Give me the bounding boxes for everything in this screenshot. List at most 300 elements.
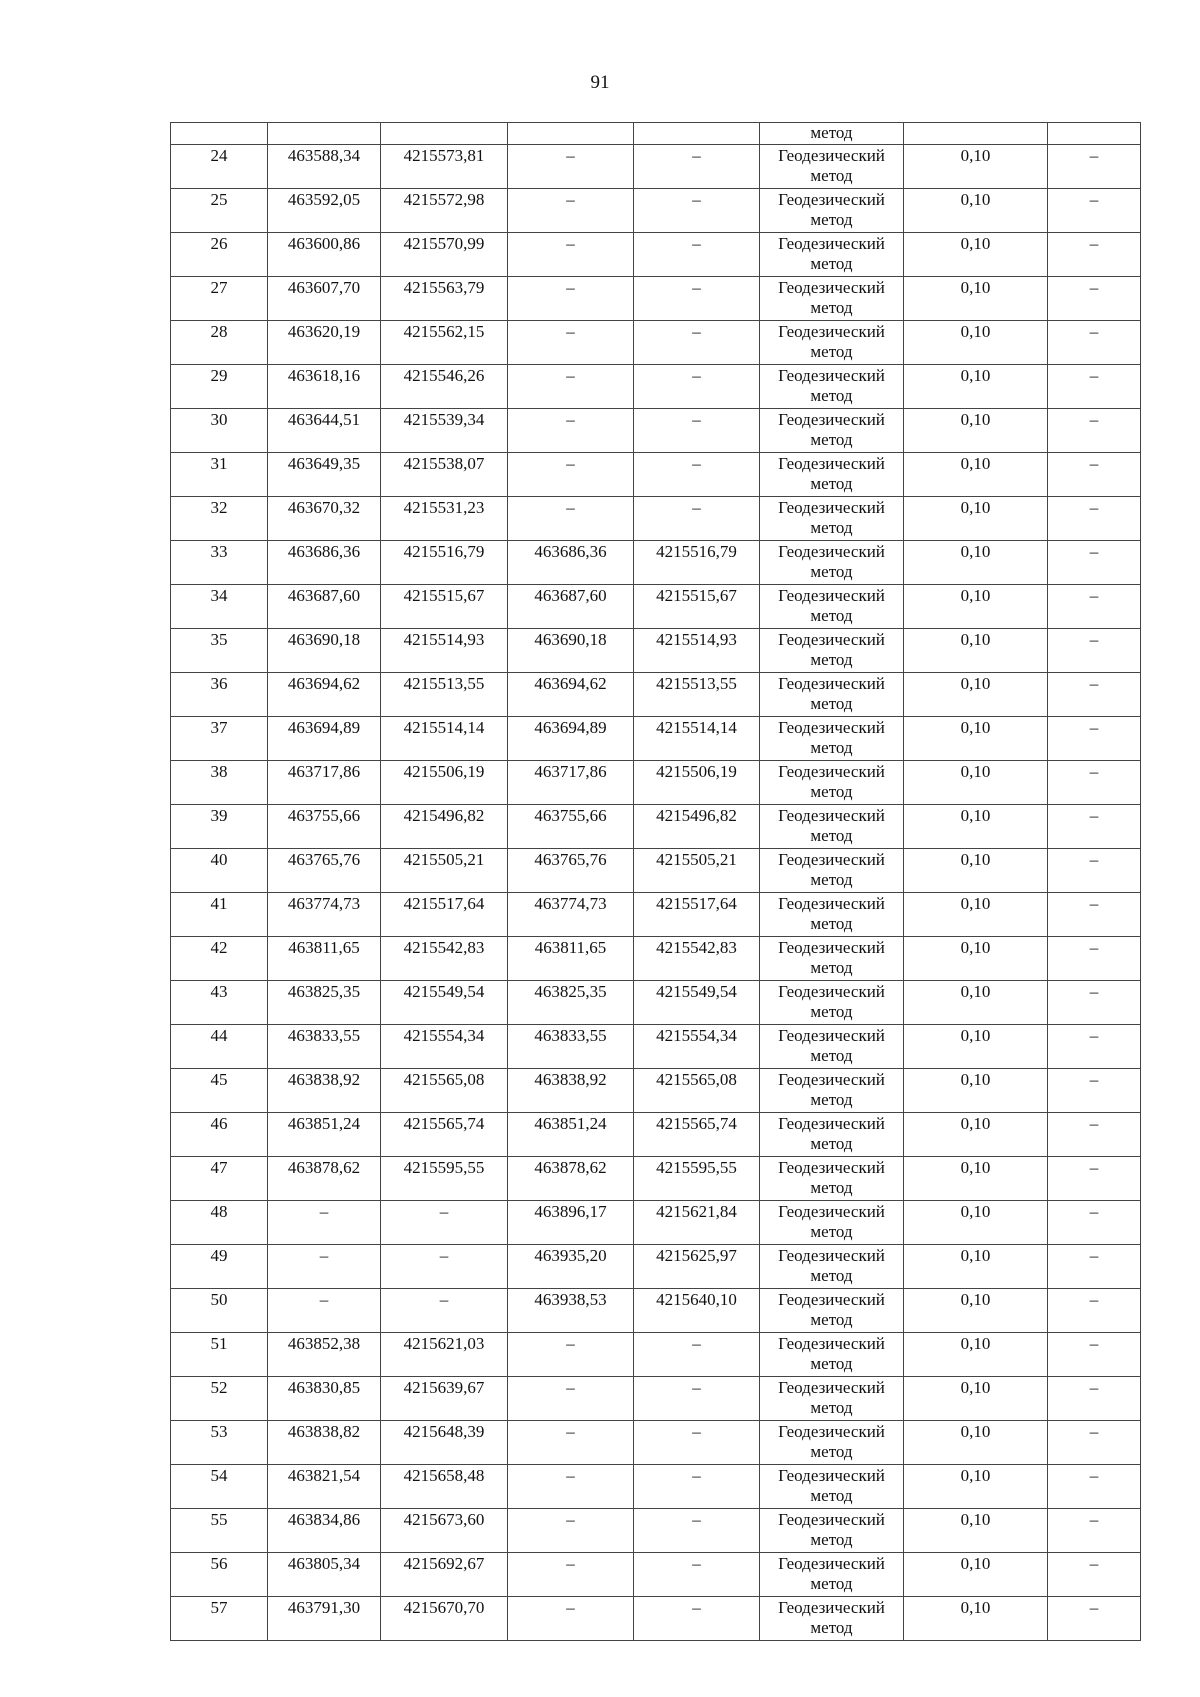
method-line-2: метод [810, 1090, 853, 1109]
method-line-1: Геодезический [778, 938, 885, 957]
method-line-1: Геодезический [778, 1466, 885, 1485]
point-number-cell: 31 [171, 453, 268, 497]
y-existing-cell: 4215517,64 [381, 893, 508, 937]
error-cell: 0,10 [904, 1025, 1048, 1069]
note-cell: – [1048, 1509, 1141, 1553]
x-existing-cell: 463670,32 [268, 497, 381, 541]
point-number-cell: 39 [171, 805, 268, 849]
point-number-cell: 47 [171, 1157, 268, 1201]
method-cell [760, 1069, 904, 1113]
y-existing-cell: 4215562,15 [381, 321, 508, 365]
method-line-2: метод [810, 518, 853, 537]
note-cell: – [1048, 1201, 1141, 1245]
note-cell: – [1048, 849, 1141, 893]
x-new-cell: 463825,35 [508, 981, 634, 1025]
method-line-1: Геодезический [778, 1334, 885, 1353]
y-new-cell: 4215513,55 [634, 673, 760, 717]
error-cell: 0,10 [904, 1377, 1048, 1421]
method-cell [760, 409, 904, 453]
x-new-cell: 463687,60 [508, 585, 634, 629]
error-cell: 0,10 [904, 1157, 1048, 1201]
method-line-1: Геодезический [778, 234, 885, 253]
method-line-2: метод [810, 1442, 853, 1461]
y-new-cell: 4215554,34 [634, 1025, 760, 1069]
method-cell [760, 981, 904, 1025]
y-existing-cell: 4215514,14 [381, 717, 508, 761]
note-cell: – [1048, 1377, 1141, 1421]
error-cell: 0,10 [904, 805, 1048, 849]
point-number-cell: 43 [171, 981, 268, 1025]
error-cell: 0,10 [904, 189, 1048, 233]
x-existing-cell: 463838,82 [268, 1421, 381, 1465]
page-number: 91 [590, 72, 610, 93]
x-existing-cell: 463878,62 [268, 1157, 381, 1201]
x-existing-cell: 463765,76 [268, 849, 381, 893]
method-line-1: Геодезический [778, 1070, 885, 1089]
point-number-cell: 37 [171, 717, 268, 761]
note-cell: – [1048, 1333, 1141, 1377]
error-cell: 0,10 [904, 453, 1048, 497]
method-cell [760, 1245, 904, 1289]
table-row [171, 277, 1141, 321]
note-cell: – [1048, 1553, 1141, 1597]
y-new-cell: – [634, 321, 760, 365]
method-cell [760, 805, 904, 849]
method-line-1: Геодезический [778, 542, 885, 561]
error-cell: 0,10 [904, 1113, 1048, 1157]
method-cell [760, 1377, 904, 1421]
table-row [171, 981, 1141, 1025]
point-number-cell: 48 [171, 1201, 268, 1245]
error-cell: 0,10 [904, 761, 1048, 805]
x-existing-cell: 463620,19 [268, 321, 381, 365]
y-existing-cell: 4215570,99 [381, 233, 508, 277]
y-new-cell: 4215565,74 [634, 1113, 760, 1157]
x-existing-cell: 463838,92 [268, 1069, 381, 1113]
method-line-2: метод [810, 386, 853, 405]
y-existing-cell: 4215516,79 [381, 541, 508, 585]
method-line-2: метод [810, 166, 853, 185]
table-row [171, 717, 1141, 761]
point-number-cell: 46 [171, 1113, 268, 1157]
x-new-cell: – [508, 1553, 634, 1597]
error-cell: 0,10 [904, 1553, 1048, 1597]
note-cell: – [1048, 453, 1141, 497]
note-cell: – [1048, 937, 1141, 981]
table-row [171, 365, 1141, 409]
x-existing-cell: 463588,34 [268, 145, 381, 189]
method-cell [760, 1333, 904, 1377]
table-row [171, 761, 1141, 805]
method-line-1: Геодезический [778, 454, 885, 473]
table-row [171, 629, 1141, 673]
error-cell: 0,10 [904, 981, 1048, 1025]
y-new-cell: – [634, 1553, 760, 1597]
error-cell: 0,10 [904, 1509, 1048, 1553]
method-line-1: Геодезический [778, 1290, 885, 1309]
method-line-1: Геодезический [778, 718, 885, 737]
table-cell [171, 123, 268, 145]
error-cell: 0,10 [904, 1421, 1048, 1465]
point-number-cell: 41 [171, 893, 268, 937]
x-new-cell: 463686,36 [508, 541, 634, 585]
method-line-2: метод [810, 1354, 853, 1373]
y-new-cell: 4215517,64 [634, 893, 760, 937]
y-existing-cell: 4215539,34 [381, 409, 508, 453]
table-row [171, 1509, 1141, 1553]
method-line-2: метод [810, 1046, 853, 1065]
error-cell: 0,10 [904, 1465, 1048, 1509]
x-new-cell: 463774,73 [508, 893, 634, 937]
note-cell: – [1048, 1245, 1141, 1289]
x-new-cell: – [508, 1597, 634, 1641]
y-new-cell: 4215549,54 [634, 981, 760, 1025]
x-new-cell: 463878,62 [508, 1157, 634, 1201]
method-line-2: метод [810, 1222, 853, 1241]
note-cell: – [1048, 673, 1141, 717]
y-existing-cell: 4215673,60 [381, 1509, 508, 1553]
point-number-cell: 29 [171, 365, 268, 409]
note-cell: – [1048, 1113, 1141, 1157]
method-line-1: Геодезический [778, 410, 885, 429]
y-new-cell: – [634, 1377, 760, 1421]
point-number-cell: 28 [171, 321, 268, 365]
y-existing-cell: 4215546,26 [381, 365, 508, 409]
y-existing-cell: 4215692,67 [381, 1553, 508, 1597]
method-line-2: метод [810, 1398, 853, 1417]
y-existing-cell: 4215573,81 [381, 145, 508, 189]
point-number-cell: 57 [171, 1597, 268, 1641]
error-cell: 0,10 [904, 893, 1048, 937]
x-existing-cell: 463717,86 [268, 761, 381, 805]
y-new-cell: – [634, 453, 760, 497]
note-cell: – [1048, 629, 1141, 673]
x-existing-cell: 463694,62 [268, 673, 381, 717]
method-line-2: метод [810, 342, 853, 361]
point-number-cell: 34 [171, 585, 268, 629]
y-new-cell: 4215514,14 [634, 717, 760, 761]
y-existing-cell: 4215496,82 [381, 805, 508, 849]
error-cell: 0,10 [904, 497, 1048, 541]
table-row [171, 1245, 1141, 1289]
method-line-1: Геодезический [778, 1598, 885, 1617]
y-new-cell: 4215640,10 [634, 1289, 760, 1333]
x-existing-cell: 463755,66 [268, 805, 381, 849]
note-cell: – [1048, 1597, 1141, 1641]
point-number-cell: 42 [171, 937, 268, 981]
note-cell: – [1048, 805, 1141, 849]
method-line-1: Геодезический [778, 630, 885, 649]
point-number-cell: 35 [171, 629, 268, 673]
method-line-1: Геодезический [778, 498, 885, 517]
method-line-2: метод [810, 1486, 853, 1505]
table-cell [268, 123, 381, 145]
point-number-cell: 53 [171, 1421, 268, 1465]
x-new-cell: 463694,62 [508, 673, 634, 717]
table-row [171, 409, 1141, 453]
note-cell: – [1048, 585, 1141, 629]
y-existing-cell: 4215515,67 [381, 585, 508, 629]
x-new-cell: – [508, 321, 634, 365]
table-row [171, 1553, 1141, 1597]
y-existing-cell: 4215565,74 [381, 1113, 508, 1157]
point-number-cell: 32 [171, 497, 268, 541]
table-row [171, 937, 1141, 981]
method-cell [760, 497, 904, 541]
note-cell: – [1048, 981, 1141, 1025]
x-new-cell: 463755,66 [508, 805, 634, 849]
method-line-1: Геодезический [778, 1378, 885, 1397]
x-existing-cell: 463791,30 [268, 1597, 381, 1641]
y-new-cell: – [634, 365, 760, 409]
x-existing-cell: – [268, 1245, 381, 1289]
x-existing-cell: 463851,24 [268, 1113, 381, 1157]
method-line-1: Геодезический [778, 1114, 885, 1133]
method-cell [760, 761, 904, 805]
note-cell: – [1048, 365, 1141, 409]
error-cell: 0,10 [904, 409, 1048, 453]
x-new-cell: 463765,76 [508, 849, 634, 893]
note-cell: – [1048, 497, 1141, 541]
y-existing-cell: 4215505,21 [381, 849, 508, 893]
table-row [171, 497, 1141, 541]
x-existing-cell: 463592,05 [268, 189, 381, 233]
table-row [171, 1025, 1141, 1069]
method-line-2: метод [810, 1266, 853, 1285]
x-new-cell: 463938,53 [508, 1289, 634, 1333]
method-cell [760, 717, 904, 761]
note-cell: – [1048, 409, 1141, 453]
method-line-2: метод [810, 738, 853, 757]
table-row [171, 145, 1141, 189]
note-cell: – [1048, 893, 1141, 937]
x-new-cell: 463717,86 [508, 761, 634, 805]
point-number-cell: 49 [171, 1245, 268, 1289]
x-existing-cell: 463811,65 [268, 937, 381, 981]
method-line-2: метод [810, 1310, 853, 1329]
method-cell [760, 365, 904, 409]
table-cell [1048, 123, 1141, 145]
method-cell [760, 189, 904, 233]
table-row [171, 893, 1141, 937]
note-cell: – [1048, 1157, 1141, 1201]
error-cell: 0,10 [904, 1333, 1048, 1377]
y-existing-cell: 4215648,39 [381, 1421, 508, 1465]
y-new-cell: – [634, 1597, 760, 1641]
method-line-2: метод [810, 298, 853, 317]
method-line-1: Геодезический [778, 366, 885, 385]
note-cell: – [1048, 1421, 1141, 1465]
x-new-cell: – [508, 1333, 634, 1377]
method-cell [760, 541, 904, 585]
y-new-cell: 4215514,93 [634, 629, 760, 673]
x-existing-cell: 463805,34 [268, 1553, 381, 1597]
method-cell [760, 145, 904, 189]
note-cell: – [1048, 1465, 1141, 1509]
method-line-2: метод [810, 1530, 853, 1549]
note-cell: – [1048, 541, 1141, 585]
method-cell [760, 937, 904, 981]
y-new-cell: – [634, 1465, 760, 1509]
method-line-1: Геодезический [778, 674, 885, 693]
table-row [171, 1113, 1141, 1157]
point-number-cell: 55 [171, 1509, 268, 1553]
table-row [171, 453, 1141, 497]
method-line-1: Геодезический [778, 982, 885, 1001]
error-cell: 0,10 [904, 321, 1048, 365]
y-new-cell: 4215542,83 [634, 937, 760, 981]
y-new-cell: 4215595,55 [634, 1157, 760, 1201]
note-cell: – [1048, 1289, 1141, 1333]
y-new-cell: 4215625,97 [634, 1245, 760, 1289]
note-cell: – [1048, 233, 1141, 277]
y-new-cell: 4215565,08 [634, 1069, 760, 1113]
x-new-cell: – [508, 453, 634, 497]
x-new-cell: 463935,20 [508, 1245, 634, 1289]
method-line-1: Геодезический [778, 146, 885, 165]
x-new-cell: – [508, 1377, 634, 1421]
method-cell [760, 1597, 904, 1641]
error-cell: 0,10 [904, 1069, 1048, 1113]
x-new-cell: – [508, 233, 634, 277]
method-line-2: метод [810, 958, 853, 977]
error-cell: 0,10 [904, 1597, 1048, 1641]
note-cell: – [1048, 277, 1141, 321]
table-row [171, 321, 1141, 365]
error-cell: 0,10 [904, 717, 1048, 761]
method-cell [760, 1421, 904, 1465]
y-existing-cell: – [381, 1201, 508, 1245]
y-new-cell: – [634, 409, 760, 453]
point-number-cell: 52 [171, 1377, 268, 1421]
y-new-cell: 4215496,82 [634, 805, 760, 849]
method-line-1: Геодезический [778, 1202, 885, 1221]
y-existing-cell: 4215670,70 [381, 1597, 508, 1641]
x-new-cell: 463896,17 [508, 1201, 634, 1245]
error-cell: 0,10 [904, 365, 1048, 409]
y-new-cell: 4215505,21 [634, 849, 760, 893]
x-new-cell: 463690,18 [508, 629, 634, 673]
method-line-2: метод [810, 606, 853, 625]
method-cell [760, 1113, 904, 1157]
point-number-cell: 36 [171, 673, 268, 717]
y-new-cell: 4215516,79 [634, 541, 760, 585]
x-new-cell: – [508, 365, 634, 409]
method-line-1: Геодезический [778, 278, 885, 297]
method-line-2: метод [810, 694, 853, 713]
y-new-cell: 4215515,67 [634, 585, 760, 629]
table-row [171, 233, 1141, 277]
x-new-cell: – [508, 277, 634, 321]
y-existing-cell: 4215639,67 [381, 1377, 508, 1421]
x-existing-cell: 463825,35 [268, 981, 381, 1025]
method-cell [760, 1553, 904, 1597]
note-cell: – [1048, 321, 1141, 365]
note-cell: – [1048, 761, 1141, 805]
y-new-cell: 4215621,84 [634, 1201, 760, 1245]
method-line-2: метод [810, 1618, 853, 1637]
x-existing-cell: 463821,54 [268, 1465, 381, 1509]
x-new-cell: – [508, 1509, 634, 1553]
table-row [171, 805, 1141, 849]
point-number-cell: 50 [171, 1289, 268, 1333]
point-number-cell: 33 [171, 541, 268, 585]
method-cell [760, 1157, 904, 1201]
method-line-1: Геодезический [778, 1554, 885, 1573]
method-line-2: метод [810, 826, 853, 845]
method-cell [760, 1509, 904, 1553]
table-cell [904, 123, 1048, 145]
x-existing-cell: 463644,51 [268, 409, 381, 453]
method-line-1: Геодезический [778, 1246, 885, 1265]
y-existing-cell: 4215513,55 [381, 673, 508, 717]
x-existing-cell: 463687,60 [268, 585, 381, 629]
point-number-cell: 27 [171, 277, 268, 321]
y-existing-cell: 4215563,79 [381, 277, 508, 321]
x-new-cell: – [508, 409, 634, 453]
method-cell [760, 321, 904, 365]
y-new-cell: – [634, 233, 760, 277]
method-cell [760, 1289, 904, 1333]
point-number-cell: 56 [171, 1553, 268, 1597]
y-new-cell: – [634, 497, 760, 541]
table-row [171, 1465, 1141, 1509]
method-line-1: Геодезический [778, 190, 885, 209]
table-row [171, 1421, 1141, 1465]
method-line-2: метод [810, 210, 853, 229]
error-cell: 0,10 [904, 145, 1048, 189]
x-existing-cell: 463686,36 [268, 541, 381, 585]
x-existing-cell: 463607,70 [268, 277, 381, 321]
x-existing-cell: 463690,18 [268, 629, 381, 673]
method-cell [760, 233, 904, 277]
y-existing-cell: 4215595,55 [381, 1157, 508, 1201]
y-existing-cell: – [381, 1289, 508, 1333]
error-cell: 0,10 [904, 541, 1048, 585]
y-new-cell: 4215506,19 [634, 761, 760, 805]
table-row [171, 673, 1141, 717]
point-number-cell: 45 [171, 1069, 268, 1113]
point-number-cell: 40 [171, 849, 268, 893]
x-existing-cell: 463852,38 [268, 1333, 381, 1377]
method-line-2: метод [810, 1178, 853, 1197]
method-line-2: метод [810, 1134, 853, 1153]
point-number-cell: 38 [171, 761, 268, 805]
note-cell: – [1048, 145, 1141, 189]
y-new-cell: – [634, 1421, 760, 1465]
coordinates-table [170, 122, 1141, 1641]
table-row [171, 849, 1141, 893]
y-new-cell: – [634, 1333, 760, 1377]
table-row [171, 1333, 1141, 1377]
table-cell [508, 123, 634, 145]
x-existing-cell: 463774,73 [268, 893, 381, 937]
method-line-2: метод [810, 782, 853, 801]
method-line-1: Геодезический [778, 1510, 885, 1529]
point-number-cell: 54 [171, 1465, 268, 1509]
error-cell: 0,10 [904, 849, 1048, 893]
error-cell: 0,10 [904, 585, 1048, 629]
note-cell: – [1048, 189, 1141, 233]
table-row [171, 1201, 1141, 1245]
point-number-cell: 30 [171, 409, 268, 453]
table-cell [634, 123, 760, 145]
x-new-cell: 463838,92 [508, 1069, 634, 1113]
y-existing-cell: 4215506,19 [381, 761, 508, 805]
x-new-cell: 463851,24 [508, 1113, 634, 1157]
note-cell: – [1048, 1025, 1141, 1069]
method-cell: метод [760, 123, 904, 145]
